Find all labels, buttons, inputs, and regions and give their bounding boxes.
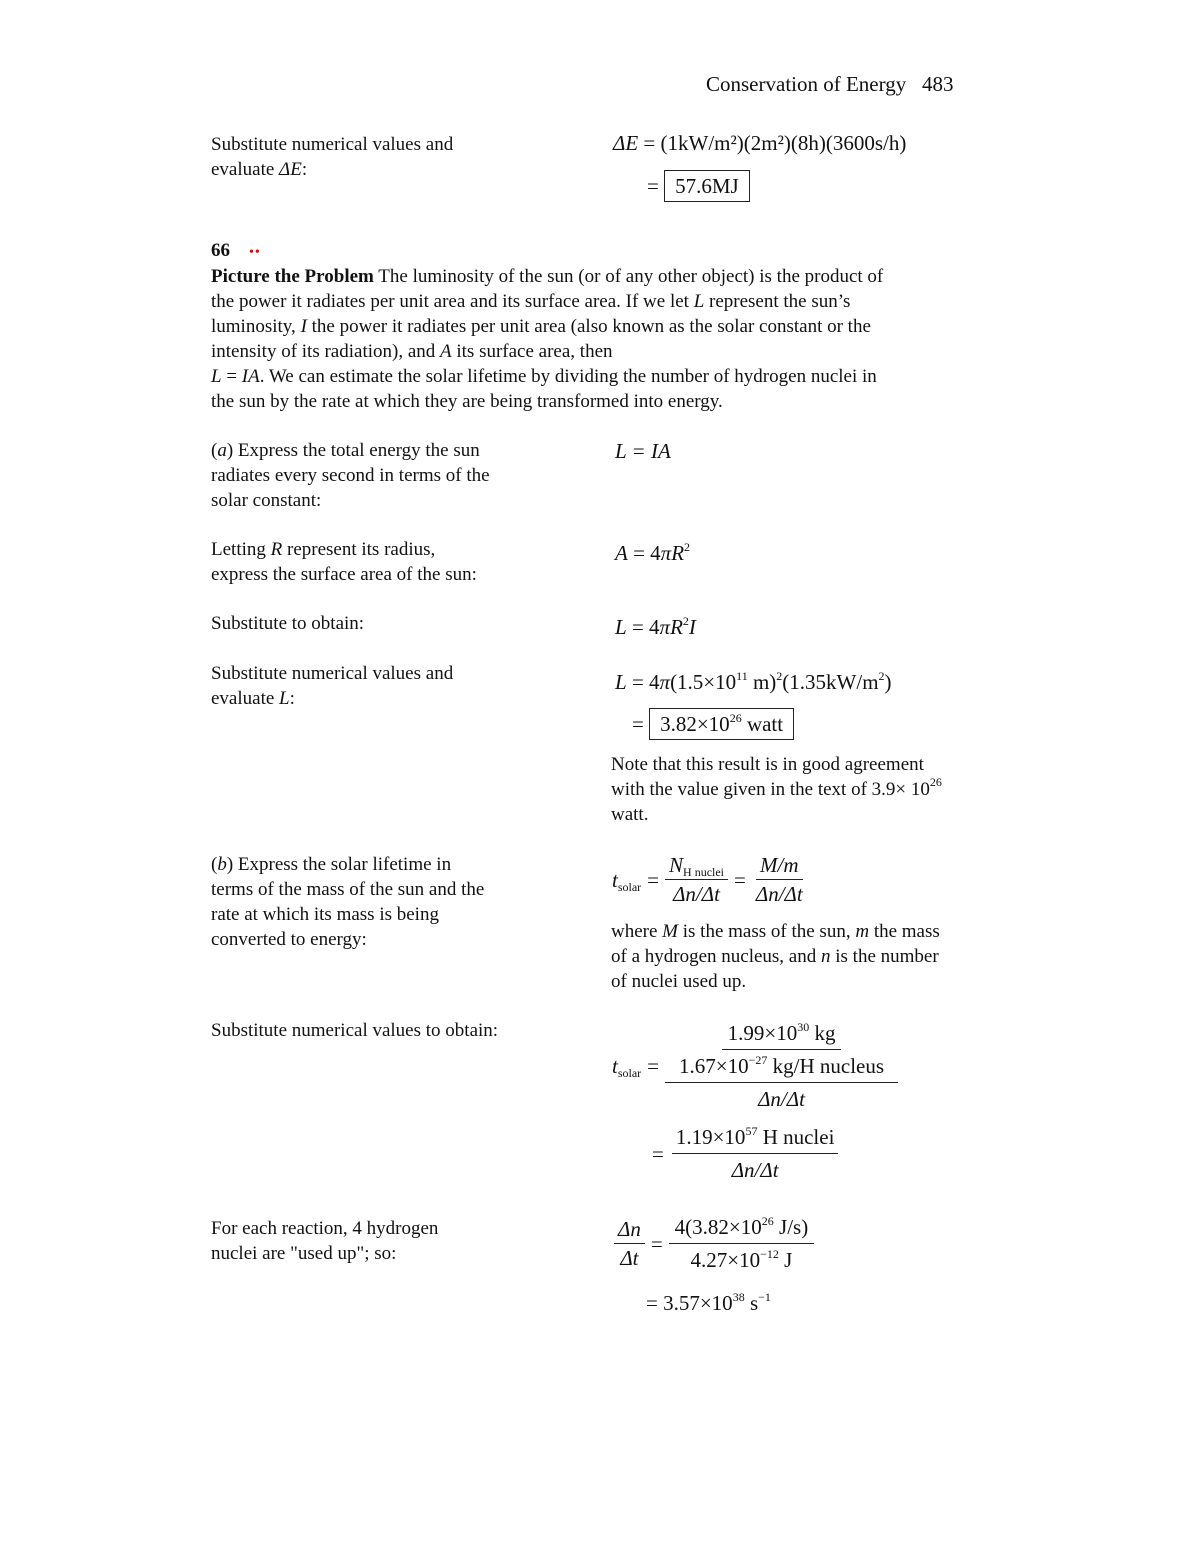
eq-lhs: ΔE: [613, 131, 639, 155]
equation-reaction-rate: $\frac{\Delta n}{\Delta t}$ = $\frac{4(3.82\times 10^{26} J/s)}{4.27\times 10^{-12} J}$: [614, 1214, 814, 1273]
equation-luminosity-radius: $L = 4\pi R^2I$: [615, 614, 696, 639]
step-radius-text: Letting R represent its radius, express the surface area of the sun:: [211, 539, 477, 585]
equation-luminosity-result: = $3.82\times 10^{26}$ watt: [632, 708, 794, 740]
equation-solar-lifetime-simplified: = $\frac{1.19\times 10^{57} H nuclei}{\Delta n/\Delta t}$: [652, 1124, 838, 1183]
fraction: $\frac{1.99\times 10^{30} kg}{1.67\times 10^{-27} kg/H nucleus}$: [679, 1020, 885, 1078]
fraction: $\frac{1.19\times 10^{57} H nuclei}{\Delta n/\Delta t}$: [672, 1124, 839, 1183]
running-header: [706, 72, 954, 97]
text-line: Substitute numerical values and: [211, 134, 454, 155]
text-line: evaluate ΔE:: [211, 159, 308, 180]
picture-the-problem: Picture the Problem The luminosity of the sun (or of any other object) is the product of the power it radiates per unit area and its surface area. If we let L represent the sun’s luminosity, I the power it radiates per unit area (also known as the solar constant or the intensity of its radiation), and A its surface area, then L = IA. We can estimate the solar lifetime by dividing the number of hydrogen nuclei in the sun by the rate at which they are being transformed into energy.: [211, 266, 884, 412]
problem-number-line: [211, 238, 261, 265]
equation-energy: [613, 130, 906, 156]
difficulty-dots: ••: [249, 245, 261, 260]
equation-area: $A = 4\pi R^2$: [615, 540, 691, 565]
boxed-answer: 57.6MJ: [664, 170, 750, 202]
equation-solar-lifetime-numeric: $t_{solar}$ = $\frac{\frac{1.99\times 10^{30} kg}{1.67\times 10^{-27} kg/H nucleus}}{\Delta n/\Delta t}$: [612, 1020, 898, 1112]
step-evaluate-L-text: Substitute numerical values and evaluate L:: [211, 663, 454, 709]
header-title: Conservation of Energy: [706, 72, 907, 96]
step-obtain-text: Substitute numerical values to obtain:: [211, 1020, 499, 1041]
eq-rhs: = (1kW/m²)(2m²)(8h)(3600s/h): [643, 131, 907, 155]
step-a-text: (a) Express the total energy the sun radiates every second in terms of the solar constant:: [211, 440, 490, 511]
fraction: $\frac{4(3.82\times 10^{26} J/s)}{4.27\times 10^{-12} J}$: [669, 1214, 815, 1273]
equation-energy-result: = 57.6MJ: [647, 170, 750, 202]
problem-number: 66: [211, 240, 230, 261]
luminosity-note: Note that this result is in good agreement with the value given in the text of $3.9\times 10^{26}$ watt.: [611, 754, 942, 825]
boxed-answer: $3.82\times 10^{26}$ watt: [649, 708, 794, 740]
where-explanation: where M is the mass of the sun, m the mass of a hydrogen nucleus, and n is the number of nuclei used up.: [611, 921, 940, 992]
equation-solar-lifetime: $t_{solar}$ = $\frac{N_{H nuclei}}{\Delta n/\Delta t}$ = $\frac{M/m}{\Delta n/\Delta t}$: [612, 852, 807, 907]
step-substitute-text: Substitute to obtain:: [211, 613, 365, 634]
equation-luminosity-numeric: $L = 4\pi(1.5\times 10^{11}$ $m)^2(1.35kW/m^2)$: [615, 669, 892, 694]
equation-luminosity: L = IA: [615, 439, 671, 463]
page-number: 483: [922, 72, 954, 96]
fraction: $\frac{\Delta n}{\Delta t}$: [614, 1216, 645, 1271]
picture-problem-heading: Picture the Problem: [211, 266, 374, 287]
fraction: $\frac{M/m}{\Delta n/\Delta t}$: [755, 853, 803, 906]
step-reaction-text: For each reaction, 4 hydrogen nuclei are "used up"; so:: [211, 1218, 439, 1264]
equation-reaction-result: = $3.57\times 10^{38}$ $s^{-1}$: [646, 1290, 771, 1315]
fraction: $\frac{N_{H nuclei}}{\Delta n/\Delta t}$: [665, 852, 728, 907]
step-evaluate-energy-text: [211, 132, 453, 182]
compound-fraction: $\frac{\frac{1.99\times 10^{30} kg}{1.67\times 10^{-27} kg/H nucleus}}{\Delta n/\Delta t}$: [665, 1020, 898, 1112]
step-b-text: (b) Express the solar lifetime in terms of the mass of the sun and the rate at which its mass is being converted to energy:: [211, 854, 485, 950]
